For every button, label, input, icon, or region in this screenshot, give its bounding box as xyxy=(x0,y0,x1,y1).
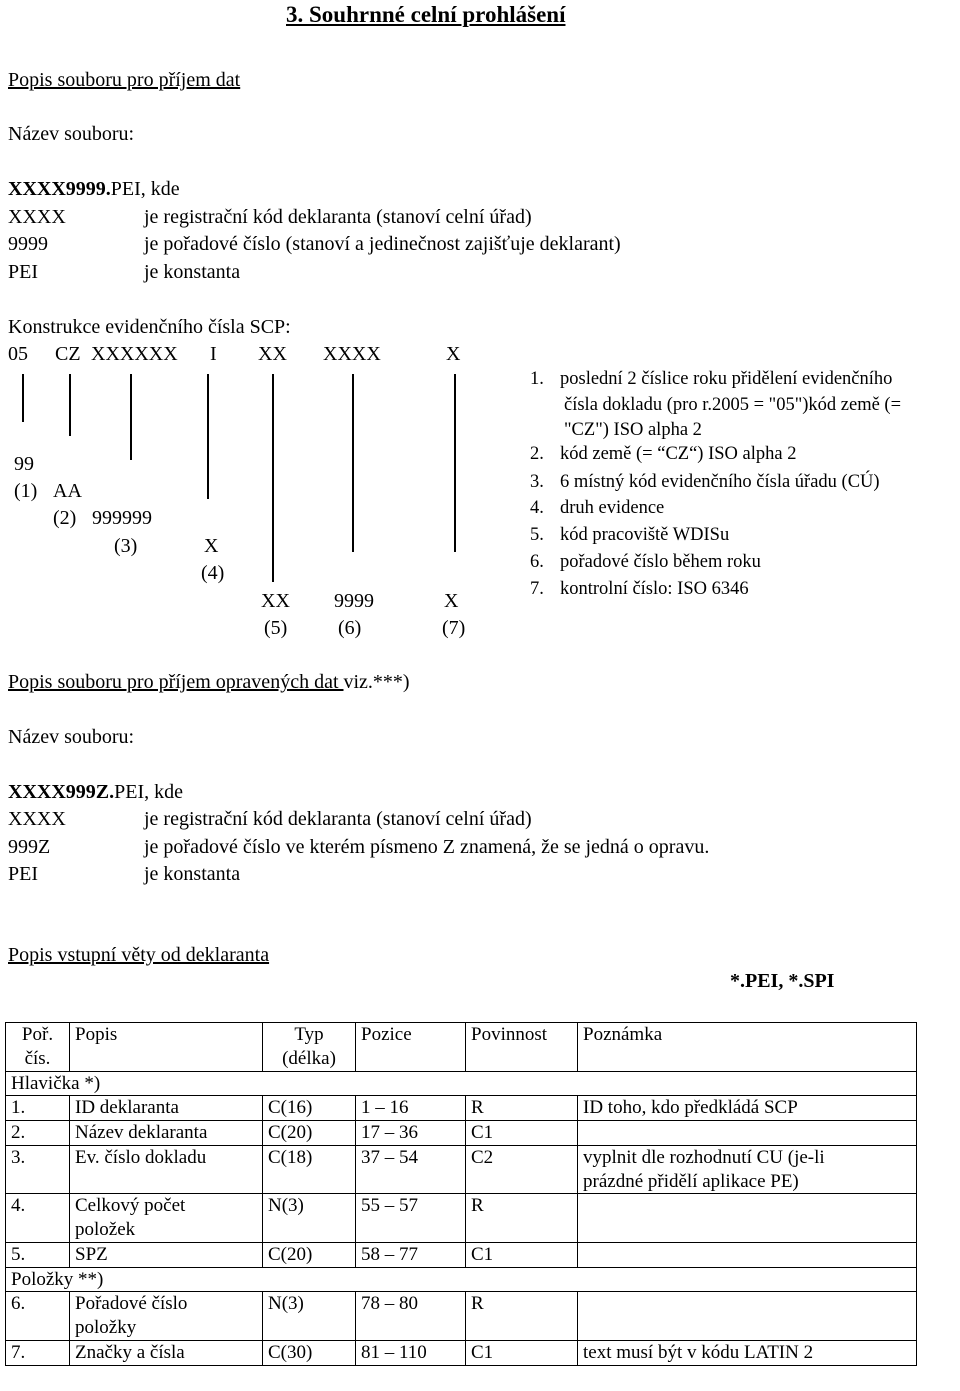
cell-popis: SPZ xyxy=(70,1242,263,1267)
header-cell: Popis xyxy=(70,1023,263,1072)
cell-text: Pořadové číslo xyxy=(75,1293,188,1315)
file-extensions: *.PEI, *.SPI xyxy=(730,970,835,992)
section2-row-desc: je konstanta xyxy=(144,863,241,885)
part-value: 999999 xyxy=(92,507,152,529)
cell-typ: N(3) xyxy=(263,1194,356,1243)
cell-text: položky xyxy=(75,1317,137,1338)
spec-table xyxy=(5,1022,917,1366)
cell-typ: C(20) xyxy=(263,1242,356,1267)
part-value: AA xyxy=(53,480,82,502)
cell-povinnost: C1 xyxy=(466,1242,578,1267)
part-value: X xyxy=(444,590,459,612)
cell-povinnost: R xyxy=(466,1096,578,1121)
cell-poznamka xyxy=(578,1194,917,1243)
cell-povinnost: C1 xyxy=(466,1340,578,1365)
connector-line xyxy=(69,374,71,436)
section1-filename-rest: PEI, kde xyxy=(110,178,180,200)
cell-por: 7. xyxy=(6,1340,70,1365)
legend-item xyxy=(530,443,796,465)
legend-number: 7. xyxy=(530,579,544,599)
section2-heading-text: Popis souboru pro příjem opravených dat xyxy=(8,671,344,693)
cell-typ: C(30) xyxy=(263,1340,356,1365)
cell-povinnost: R xyxy=(466,1194,578,1243)
legend-number: 3. xyxy=(530,472,544,492)
section2-heading xyxy=(8,671,410,694)
section2-row-code: XXXX xyxy=(8,808,66,830)
cell-typ: C(16) xyxy=(263,1096,356,1121)
cell-povinnost: C1 xyxy=(466,1121,578,1146)
section2-filename-bold: XXXX999Z. xyxy=(8,781,115,803)
cell-popis: Název deklaranta xyxy=(70,1121,263,1146)
part-number: (4) xyxy=(201,562,225,584)
cell-pozice: 17 – 36 xyxy=(356,1121,466,1146)
section1-row-code: 9999 xyxy=(8,233,48,255)
header-cell: Pozice xyxy=(356,1023,466,1072)
legend-number: 1. xyxy=(530,369,544,389)
table-section-row xyxy=(6,1071,917,1096)
page-title: 3. Souhrnné celní prohlášení xyxy=(286,2,566,27)
table-row xyxy=(6,1194,917,1243)
section1-row-code: XXXX xyxy=(8,206,66,228)
section2-row-desc: je pořadové číslo ve kterém písmeno Z znamená, že se jedná o opravu. xyxy=(144,836,710,858)
table-header-row xyxy=(6,1023,917,1072)
connector-line xyxy=(272,374,274,582)
part-value: 99 xyxy=(14,453,34,475)
header-text: čís. xyxy=(24,1047,51,1069)
section1-row-desc: je konstanta xyxy=(144,261,241,283)
cell-pozice: 78 – 80 xyxy=(356,1292,466,1341)
section2-row-code: 999Z xyxy=(8,836,51,858)
part-number: (3) xyxy=(114,535,138,557)
part-number: (6) xyxy=(338,617,362,639)
cell-por: 4. xyxy=(6,1194,70,1243)
cell-pozice: 81 – 110 xyxy=(356,1340,466,1365)
cell-text: Celkový počet xyxy=(75,1195,186,1217)
cell-pozice: 37 – 54 xyxy=(356,1145,466,1194)
cell-por: 5. xyxy=(6,1242,70,1267)
legend-number: 2. xyxy=(530,444,544,464)
cell-typ: C(18) xyxy=(263,1145,356,1194)
legend-item xyxy=(530,471,880,493)
connector-line xyxy=(22,374,24,422)
part-value: X xyxy=(204,535,219,557)
pattern-part: CZ xyxy=(55,343,81,365)
cell-popis: Ev. číslo dokladu xyxy=(70,1145,263,1194)
pattern-part: XXXX xyxy=(323,343,381,365)
header-cell: Povinnost xyxy=(466,1023,578,1072)
pattern-part: 05 xyxy=(8,343,28,365)
cell-text: vyplnit dle rozhodnutí CU (je-li xyxy=(583,1146,825,1168)
section1-row-code: PEI xyxy=(8,261,38,283)
section2-filename-rest: PEI, kde xyxy=(114,781,184,803)
cell-povinnost: C2 xyxy=(466,1145,578,1194)
cell-poznamka xyxy=(578,1242,917,1267)
header-text: Typ xyxy=(294,1024,324,1045)
section1-name-label: Název souboru: xyxy=(8,123,135,145)
section1-heading: Popis souboru pro příjem dat xyxy=(8,69,241,91)
connector-line xyxy=(454,374,456,552)
connector-line xyxy=(352,374,354,552)
cell-pozice: 58 – 77 xyxy=(356,1242,466,1267)
connector-line xyxy=(207,374,209,499)
section1-row-desc: je registrační kód deklaranta (stanoví celní úřad) xyxy=(144,206,532,228)
pattern-part: I xyxy=(210,343,217,365)
section1-filename xyxy=(8,178,180,201)
table-row xyxy=(6,1340,917,1365)
section2-row-code: PEI xyxy=(8,863,38,885)
header-text: Poř. xyxy=(21,1024,54,1045)
legend-item xyxy=(530,497,664,519)
table-row xyxy=(6,1121,917,1146)
part-value: XX xyxy=(261,590,290,612)
table-row xyxy=(6,1242,917,1267)
cell-por: 1. xyxy=(6,1096,70,1121)
cell-por: 3. xyxy=(6,1145,70,1194)
header-cell xyxy=(6,1023,70,1072)
cell-poznamka xyxy=(578,1145,917,1194)
part-number: (5) xyxy=(264,617,288,639)
table-row xyxy=(6,1292,917,1341)
table-row xyxy=(6,1096,917,1121)
cell-poznamka xyxy=(578,1292,917,1341)
legend-text-cont: "CZ") ISO alpha 2 xyxy=(564,420,702,440)
legend-text: kód země (= “CZ“) ISO alpha 2 xyxy=(560,444,797,464)
legend-item xyxy=(530,551,761,573)
pattern-part: XXXXXX xyxy=(91,343,178,365)
cell-text: položek xyxy=(75,1219,136,1240)
legend-number: 5. xyxy=(530,525,544,545)
section2-filename xyxy=(8,781,183,804)
legend-text-cont: čísla dokladu (pro r.2005 = "05")kód země (= xyxy=(564,395,902,415)
cell-typ: N(3) xyxy=(263,1292,356,1341)
section2-row-desc: je registrační kód deklaranta (stanoví celní úřad) xyxy=(144,808,532,830)
table-row xyxy=(6,1145,917,1194)
part-number: (7) xyxy=(442,617,466,639)
cell-por: 2. xyxy=(6,1121,70,1146)
cell-pozice: 1 – 16 xyxy=(356,1096,466,1121)
legend-item xyxy=(530,578,749,600)
cell-poznamka: text musí být v kódu LATIN 2 xyxy=(578,1340,917,1365)
section1-row-desc: je pořadové číslo (stanoví a jedinečnost zajišťuje deklarant) xyxy=(144,233,621,255)
legend-item xyxy=(530,524,729,546)
legend-text: druh evidence xyxy=(560,498,665,518)
section2-heading-suffix: viz.***) xyxy=(343,671,410,693)
cell-popis: ID deklaranta xyxy=(70,1096,263,1121)
cell-popis: Značky a čísla xyxy=(70,1340,263,1365)
header-cell xyxy=(263,1023,356,1072)
legend-text: pořadové číslo během roku xyxy=(560,552,761,572)
legend-text: kód pracoviště WDISu xyxy=(560,525,730,545)
part-number: (1) xyxy=(14,480,38,502)
section1-filename-bold: XXXX9999. xyxy=(8,178,111,200)
legend-number: 6. xyxy=(530,552,544,572)
legend-number: 4. xyxy=(530,498,544,518)
header-text: (délka) xyxy=(282,1047,336,1069)
part-number: (2) xyxy=(53,507,77,529)
cell-popis xyxy=(70,1194,263,1243)
construction-heading: Konstrukce evidenčního čísla SCP: xyxy=(8,316,291,338)
legend-text: poslední 2 číslice roku přidělení evidenčního xyxy=(560,369,893,389)
cell-typ: C(20) xyxy=(263,1121,356,1146)
legend-text: kontrolní číslo: ISO 6346 xyxy=(560,579,749,599)
legend-text: 6 místný kód evidenčního čísla úřadu (CÚ) xyxy=(560,472,880,492)
cell-poznamka xyxy=(578,1121,917,1146)
section2-name-label: Název souboru: xyxy=(8,726,135,748)
cell-poznamka: ID toho, kdo předkládá SCP xyxy=(578,1096,917,1121)
cell-text: prázdné přidělí aplikace PE) xyxy=(583,1170,799,1192)
connector-line xyxy=(130,374,132,460)
legend-item xyxy=(530,368,892,390)
section3-heading: Popis vstupní věty od deklaranta xyxy=(8,944,270,966)
cell-por: 6. xyxy=(6,1292,70,1341)
pattern-part: X xyxy=(446,343,461,365)
cell-pozice: 55 – 57 xyxy=(356,1194,466,1243)
cell-povinnost: R xyxy=(466,1292,578,1341)
part-value: 9999 xyxy=(334,590,374,612)
section-cell: Hlavička *) xyxy=(6,1071,917,1096)
pattern-part: XX xyxy=(258,343,287,365)
cell-popis xyxy=(70,1292,263,1341)
section-cell: Položky **) xyxy=(6,1267,917,1292)
table-section-row xyxy=(6,1267,917,1292)
header-cell: Poznámka xyxy=(578,1023,917,1072)
